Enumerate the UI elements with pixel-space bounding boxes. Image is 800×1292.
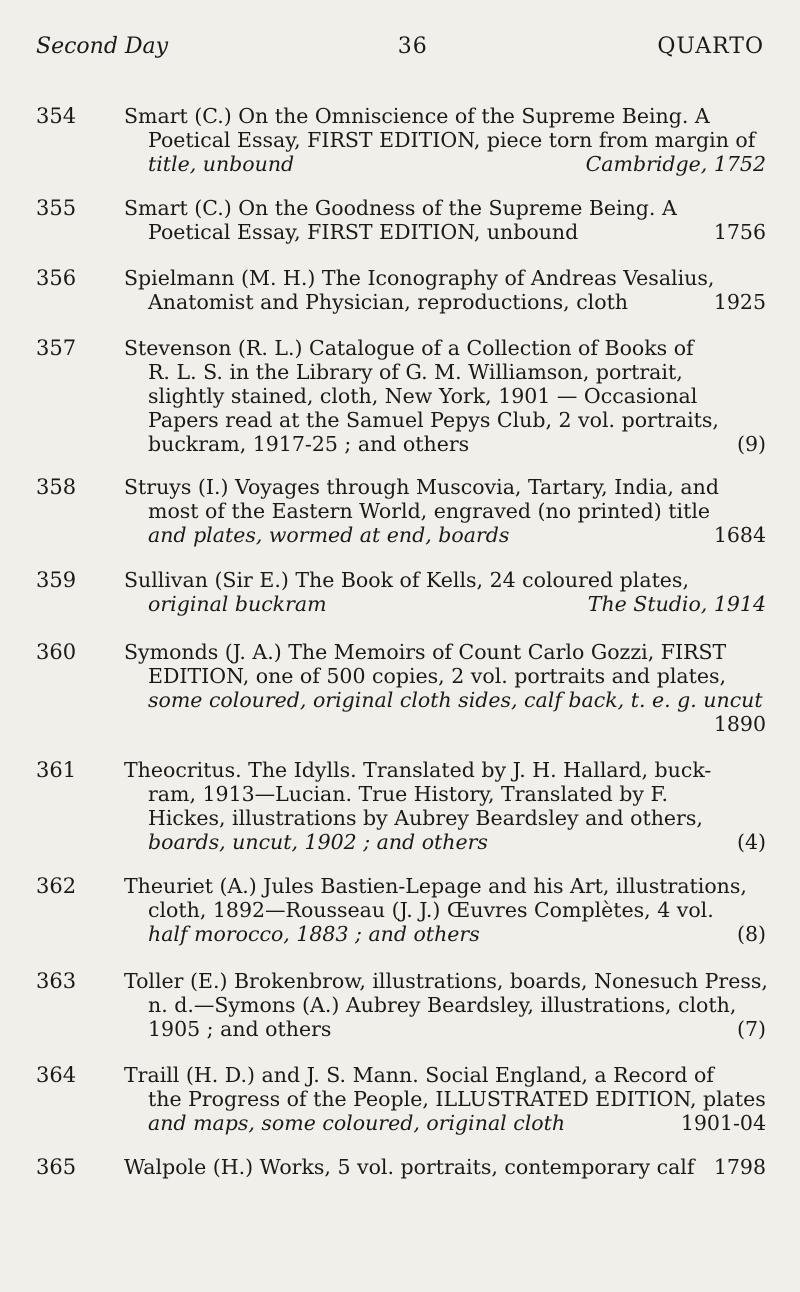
lot-condition: and maps, some coloured, original cloth xyxy=(148,1111,566,1135)
lot-line: EDITION, one of 500 copies, 2 vol. portraits and plates, xyxy=(148,664,727,688)
lot-quantity: (7) xyxy=(736,1017,766,1041)
lot-line: Smart (C.) On the Omniscience of the Supreme Being. A xyxy=(124,104,710,128)
lot-line-with-date xyxy=(124,712,766,736)
lot-condition: half morocco, 1883 ; and others xyxy=(148,922,480,946)
lot-line: the Progress of the People, ILLUSTRATED EDITION, plates xyxy=(148,1087,766,1111)
lot-date: 1756 xyxy=(713,220,766,244)
lot-date: 1798 xyxy=(713,1155,766,1179)
lot-date: 1890 xyxy=(713,712,766,736)
lot-condition: original buckram xyxy=(148,592,327,616)
lot-description xyxy=(124,758,766,854)
lot-title: Walpole (H.) Works, 5 vol. portraits, contemporary calf xyxy=(124,1155,695,1179)
sale-day-label: Second Day xyxy=(36,33,169,59)
lot-condition: Poetical Essay, FIRST EDITION, unbound xyxy=(148,220,579,244)
lot-condition: some coloured, original cloth sides, calf back, t. e. g. uncut xyxy=(148,688,763,712)
lot-line: Traill (H. D.) and J. S. Mann. Social England, a Record of xyxy=(124,1063,714,1087)
lot-line: Hickes, illustrations by Aubrey Beardsley and others, xyxy=(148,806,703,830)
lot-description xyxy=(124,969,766,1041)
page-header xyxy=(36,26,764,66)
lot-line: Spielmann (M. H.) The Iconography of Andreas Vesalius, xyxy=(124,266,715,290)
lot-quantity: (4) xyxy=(736,830,766,854)
lot-line: most of the Eastern World, engraved (no printed) title xyxy=(148,499,711,523)
lot-description xyxy=(124,336,766,456)
lot-number: 362 xyxy=(36,874,77,898)
lot-line: ram, 1913—Lucian. True History, Translated by F. xyxy=(148,782,668,806)
lot-line: Papers read at the Samuel Pepys Club, 2 vol. portraits, xyxy=(148,408,719,432)
lot-description xyxy=(124,640,766,736)
lot-condition: buckram, 1917-25 ; and others xyxy=(148,432,470,456)
lot-line xyxy=(124,688,766,712)
lot-condition: and plates, wormed at end, boards xyxy=(148,523,510,547)
lot-line-with-date xyxy=(124,592,766,616)
lot-date: 1684 xyxy=(713,523,766,547)
lot-description xyxy=(124,196,766,244)
lot-date: Cambridge, 1752 xyxy=(585,152,766,176)
lot-line: Theocritus. The Idylls. Translated by J. H. Hallard, buck- xyxy=(124,758,712,782)
lot-line: Symonds (J. A.) The Memoirs of Count Carlo Gozzi, FIRST xyxy=(124,640,727,664)
lot-line: Toller (E.) Brokenbrow, illustrations, boards, Nonesuch Press, xyxy=(124,969,768,993)
lot-line-with-date xyxy=(124,1155,766,1179)
lot-line: cloth, 1892—Rousseau (J. J.) Œuvres Complètes, 4 vol. xyxy=(148,898,714,922)
lot-description xyxy=(124,568,766,616)
lot-number: 358 xyxy=(36,475,77,499)
lot-line-with-date xyxy=(124,830,766,854)
lot-number: 357 xyxy=(36,336,77,360)
lot-quantity: (8) xyxy=(736,922,766,946)
format-label: QUARTO xyxy=(657,33,764,59)
lot-number: 356 xyxy=(36,266,77,290)
lot-line-with-date xyxy=(124,220,766,244)
lot-line-with-date xyxy=(124,290,766,314)
lot-description xyxy=(124,266,766,314)
lot-number: 355 xyxy=(36,196,77,220)
lot-date: The Studio, 1914 xyxy=(587,592,766,616)
lot-line: Theuriet (A.) Jules Bastien-Lepage and his Art, illustrations, xyxy=(124,874,747,898)
lot-line-with-date xyxy=(124,152,766,176)
lot-description xyxy=(124,1155,766,1179)
lot-description xyxy=(124,1063,766,1135)
lot-description xyxy=(124,475,766,547)
lot-line: Smart (C.) On the Goodness of the Supreme Being. A xyxy=(124,196,677,220)
lot-description xyxy=(124,874,766,946)
lot-number: 361 xyxy=(36,758,77,782)
lot-line-with-date xyxy=(124,1017,766,1041)
lot-number: 365 xyxy=(36,1155,77,1179)
lot-description xyxy=(124,104,766,176)
lot-line: slightly stained, cloth, New York, 1901 — Occasional xyxy=(148,384,698,408)
lot-quantity: (9) xyxy=(736,432,766,456)
lot-line: Sullivan (Sir E.) The Book of Kells, 24 coloured plates, xyxy=(124,568,689,592)
lot-line: n. d.—Symons (A.) Aubrey Beardsley, illustrations, cloth, xyxy=(148,993,737,1017)
lot-line-with-date xyxy=(124,432,766,456)
lot-line: Poetical Essay, FIRST EDITION, piece torn from margin of xyxy=(148,128,756,152)
lot-number: 363 xyxy=(36,969,77,993)
lot-condition: Anatomist and Physician, reproductions, cloth xyxy=(148,290,629,314)
lot-number: 354 xyxy=(36,104,77,128)
lot-line: Struys (I.) Voyages through Muscovia, Tartary, India, and xyxy=(124,475,719,499)
lot-line: Stevenson (R. L.) Catalogue of a Collection of Books of xyxy=(124,336,694,360)
page-number: 36 xyxy=(397,33,428,59)
lot-condition: title, unbound xyxy=(148,152,295,176)
lot-condition: 1905 ; and others xyxy=(148,1017,332,1041)
lot-line-with-date xyxy=(124,1111,766,1135)
lot-date: 1901-04 xyxy=(680,1111,766,1135)
lot-line-with-date xyxy=(124,922,766,946)
lot-condition: boards, uncut, 1902 ; and others xyxy=(148,830,488,854)
lot-date: 1925 xyxy=(713,290,766,314)
lot-line: R. L. S. in the Library of G. M. Williamson, portrait, xyxy=(148,360,683,384)
lot-number: 360 xyxy=(36,640,77,664)
lot-line-with-date xyxy=(124,523,766,547)
lot-number: 364 xyxy=(36,1063,77,1087)
lot-number: 359 xyxy=(36,568,77,592)
